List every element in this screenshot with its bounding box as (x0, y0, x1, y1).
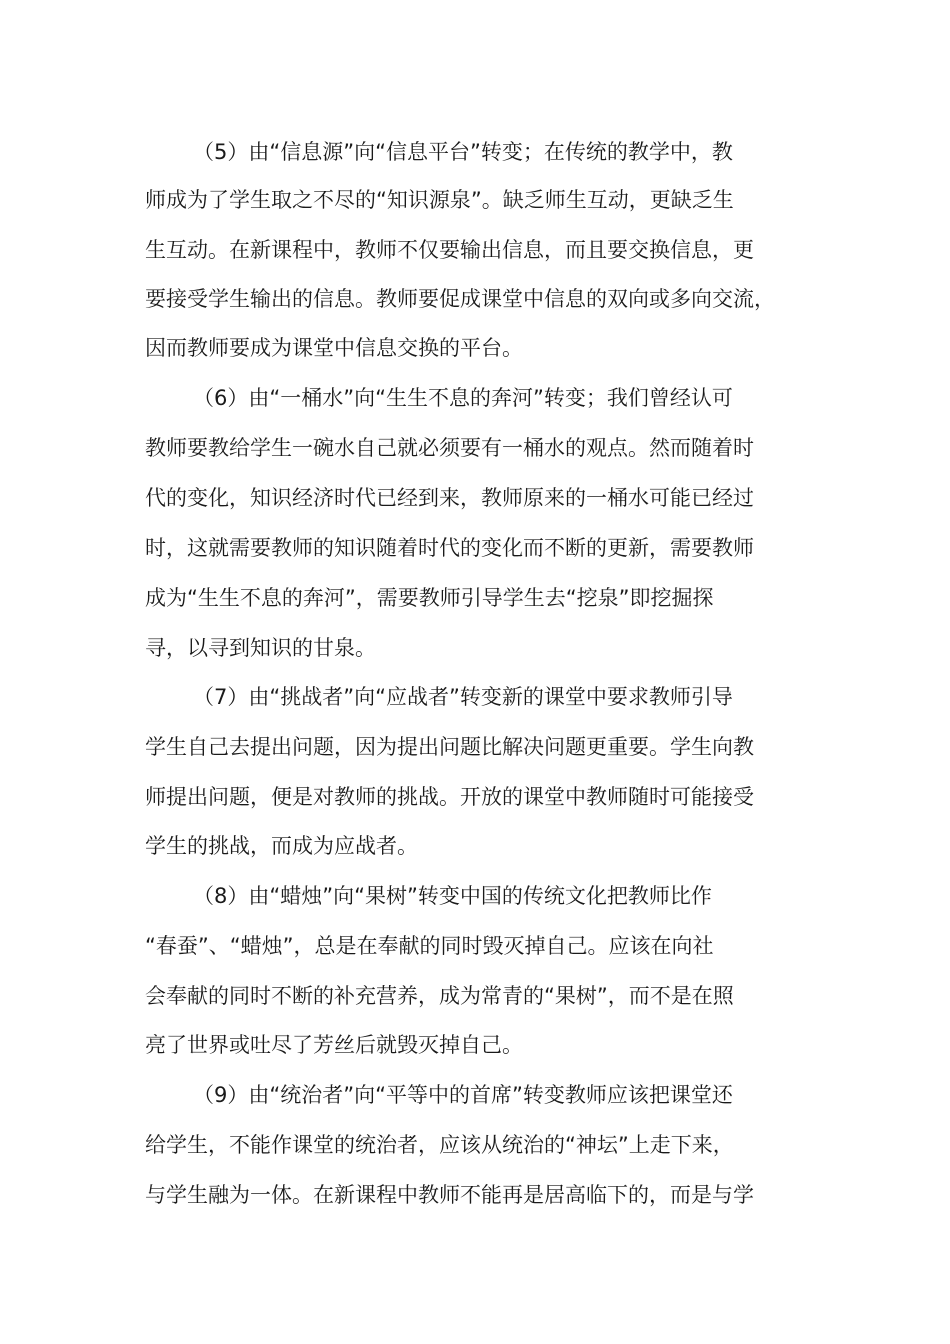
paragraph-5-line-4: 要接受学生输出的信息。教师要促成课堂中信息的双向或多向交流， (145, 287, 775, 311)
paragraph-5-line-3: 生互动。在新课程中，教师不仅要输出信息，而且要交换信息，更 (145, 238, 754, 262)
paragraph-8-line-3: 会奉献的同时不断的补充营养，成为常青的“果树”，而不是在照 (145, 984, 734, 1008)
paragraph-6-line-1: （6）由“一桶水”向“生生不息的奔河”转变；我们曾经认可 (193, 386, 733, 410)
paragraph-6-line-5: 成为“生生不息的奔河”，需要教师引导学生去“挖泉”即挖掘探 (145, 586, 714, 610)
paragraph-9-line-3: 与学生融为一体。在新课程中教师不能再是居高临下的，而是与学 (145, 1183, 754, 1207)
paragraph-5-line-1: （5）由“信息源”向“信息平台”转变；在传统的教学中，教 (193, 140, 733, 164)
paragraph-7-line-2: 学生自己去提出问题，因为提出问题比解决问题更重要。学生向教 (145, 735, 754, 759)
paragraph-8-line-4: 亮了世界或吐尽了芳丝后就毁灭掉自己。 (145, 1033, 523, 1057)
paragraph-6-line-6: 寻，以寻到知识的甘泉。 (145, 636, 376, 660)
paragraph-7-line-1: （7）由“挑战者”向“应战者”转变新的课堂中要求教师引导 (193, 685, 733, 709)
paragraph-6-line-2: 教师要教给学生一碗水自己就必须要有一桶水的观点。然而随着时 (145, 436, 754, 460)
paragraph-8-line-2: “春蚕”、“蜡烛”，总是在奉献的同时毁灭掉自己。应该在向社 (145, 934, 714, 958)
paragraph-7-line-3: 师提出问题，便是对教师的挑战。开放的课堂中教师随时可能接受 (145, 785, 754, 809)
paragraph-9-line-2: 给学生，不能作课堂的统治者，应该从统治的“神坛”上走下来， (145, 1133, 734, 1157)
paragraph-6-line-3: 代的变化，知识经济时代已经到来，教师原来的一桶水可能已经过 (145, 486, 754, 510)
paragraph-9-line-1: （9）由“统治者”向“平等中的首席”转变教师应该把课堂还 (193, 1083, 733, 1107)
paragraph-8-line-1: （8）由“蜡烛”向“果树”转变中国的传统文化把教师比作 (193, 884, 712, 908)
paragraph-5-line-2: 师成为了学生取之不尽的“知识源泉”。缺乏师生互动，更缺乏生 (145, 188, 734, 212)
paragraph-5-line-5: 因而教师要成为课堂中信息交换的平台。 (145, 336, 523, 360)
paragraph-6-line-4: 时，这就需要教师的知识随着时代的变化而不断的更新，需要教师 (145, 536, 754, 560)
paragraph-7-line-4: 学生的挑战，而成为应战者。 (145, 834, 418, 858)
